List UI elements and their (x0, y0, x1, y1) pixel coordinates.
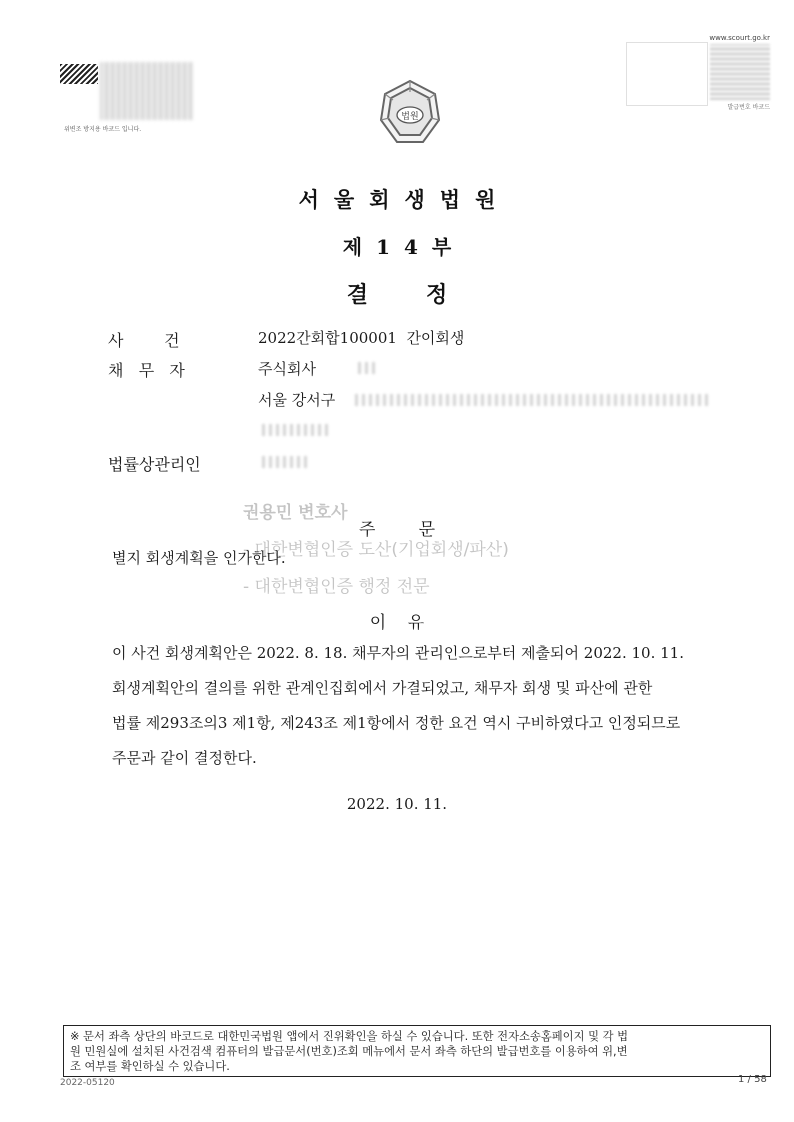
redacted-text (358, 362, 376, 374)
order-text: 별지 회생계획을 인가한다. (112, 549, 286, 567)
case-value: 2022간회합100001 간이회생 (258, 329, 465, 347)
verification-notice (63, 1025, 771, 1077)
issue-qr-block (626, 34, 772, 110)
redaction-box (626, 42, 708, 106)
reason-line: 법률 제293조의3 제1항, 제243조 제1항에서 정한 요건 역시 구비하였다고 인정되므로 (112, 714, 681, 732)
debtor-address: 서울 강서구 (258, 391, 336, 409)
document-title: 결정 (346, 282, 506, 308)
barcode-caption: 위변조 방지용 바코드 입니다. (64, 126, 142, 133)
qr-code (710, 44, 770, 100)
seal-text: 법원 (401, 112, 419, 122)
court-name: 서울회생법원 (298, 187, 511, 212)
order-heading: 주 문 (358, 520, 436, 540)
reason-body (112, 636, 742, 776)
redacted-text (355, 394, 710, 406)
custodian-label: 법률상관리인 (108, 455, 201, 474)
watermark-line: - 대한변협인증 도산(기업회생/파산) (243, 540, 509, 560)
debtor-label: 채 무 자 (108, 361, 185, 380)
redacted-text (262, 424, 330, 436)
reason-heading: 이 유 (369, 613, 425, 633)
reason-line: 회생계획안의 결의를 위한 관계인집회에서 가결되었고, 채무자 회생 및 파산에 관한 (112, 679, 653, 697)
watermark-line: - 대한변협인증 행정 전문 (243, 577, 430, 597)
page-number: 1 / 58 (738, 1074, 767, 1085)
watermark-name: 권용민 변호사 (243, 503, 348, 523)
issue-number: 2022-05120 (60, 1078, 115, 1088)
barcode-image (100, 62, 193, 120)
debtor-name: 주식회사 (258, 360, 316, 378)
redacted-text (262, 456, 308, 468)
case-label: 사 건 (108, 331, 180, 350)
notice-line: 조 여부를 확인하실 수 있습니다. (70, 1060, 230, 1073)
barcode-mark (60, 64, 98, 84)
reason-line: 이 사건 회생계획안은 2022. 8. 18. 채무자의 관리인으로부터 제출되어 2022. 10. 11. (112, 644, 684, 662)
verification-barcode (60, 62, 193, 133)
decision-date: 2022. 10. 11. (346, 795, 448, 813)
reason-line: 주문과 같이 결정한다. (112, 749, 257, 767)
notice-line: 원 민원실에 설치된 사건검색 컴퓨터의 발급문서(번호)조회 메뉴에서 문서 좌측 하단의 발급번호를 이용하여 위,변 (70, 1045, 628, 1058)
court-emblem (375, 78, 445, 150)
qr-caption: 발급번호 바코드 (727, 104, 770, 111)
division: 제14부 (342, 235, 466, 259)
site-url: www.scourt.go.kr (709, 34, 770, 42)
notice-line: ※ 문서 좌측 상단의 바코드로 대한민국법원 앱에서 진위확인을 하실 수 있습니다. 또한 전자소송홈페이지 및 각 법 (70, 1030, 629, 1043)
